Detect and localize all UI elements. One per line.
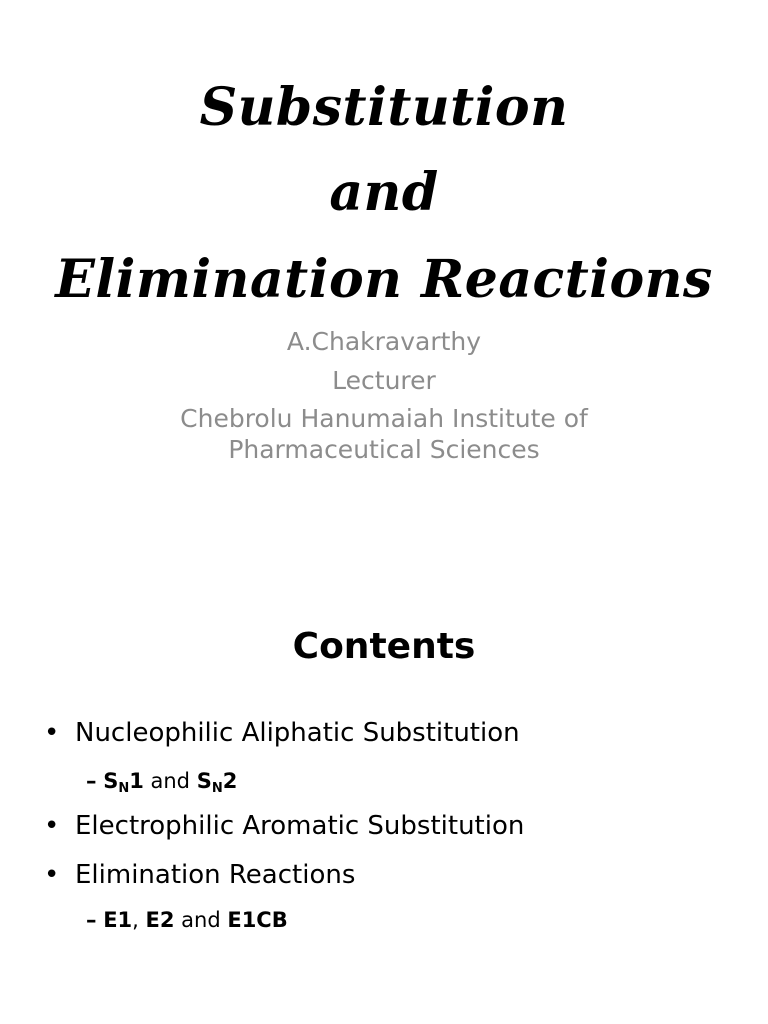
bullet-icon: • xyxy=(44,860,60,890)
title-line-3: Elimination Reactions xyxy=(55,249,713,310)
title-line-1: Substitution xyxy=(199,77,569,138)
sn-number: 1 xyxy=(129,769,144,793)
and-text: and xyxy=(143,769,197,793)
bullet-icon: • xyxy=(44,718,60,748)
list-item-label: Electrophilic Aromatic Substitution xyxy=(75,811,525,841)
list-item-label: Elimination Reactions xyxy=(75,860,356,890)
comma-text: , xyxy=(132,908,146,932)
e2-label: E2 xyxy=(145,908,175,932)
list-item xyxy=(44,809,524,843)
e1cb-label: E1CB xyxy=(227,908,288,932)
e1-label: E1 xyxy=(103,908,133,932)
and-text: and xyxy=(174,908,228,932)
list-item xyxy=(44,716,520,750)
sub-list-item xyxy=(86,906,288,934)
author-position: Lecturer xyxy=(332,366,436,395)
dash-icon: – xyxy=(86,769,97,793)
dash-icon: – xyxy=(86,908,97,932)
list-item xyxy=(44,858,355,892)
title-line-2: and xyxy=(329,162,439,223)
sn-subscript: N xyxy=(118,781,130,796)
bullet-icon: • xyxy=(44,811,60,841)
list-item-label: Nucleophilic Aliphatic Substitution xyxy=(75,718,520,748)
sn-subscript: N xyxy=(211,781,223,796)
author-name: A.Chakravarthy xyxy=(286,327,482,356)
sn-symbol: S xyxy=(103,769,119,793)
institute-name: Chebrolu Hanumaiah Institute of Pharmaceutical Sciences xyxy=(180,404,588,464)
sn-symbol: S xyxy=(196,769,212,793)
sn-number: 2 xyxy=(222,769,238,793)
contents-heading: Contents xyxy=(292,626,476,667)
sub-list-item xyxy=(86,767,237,803)
